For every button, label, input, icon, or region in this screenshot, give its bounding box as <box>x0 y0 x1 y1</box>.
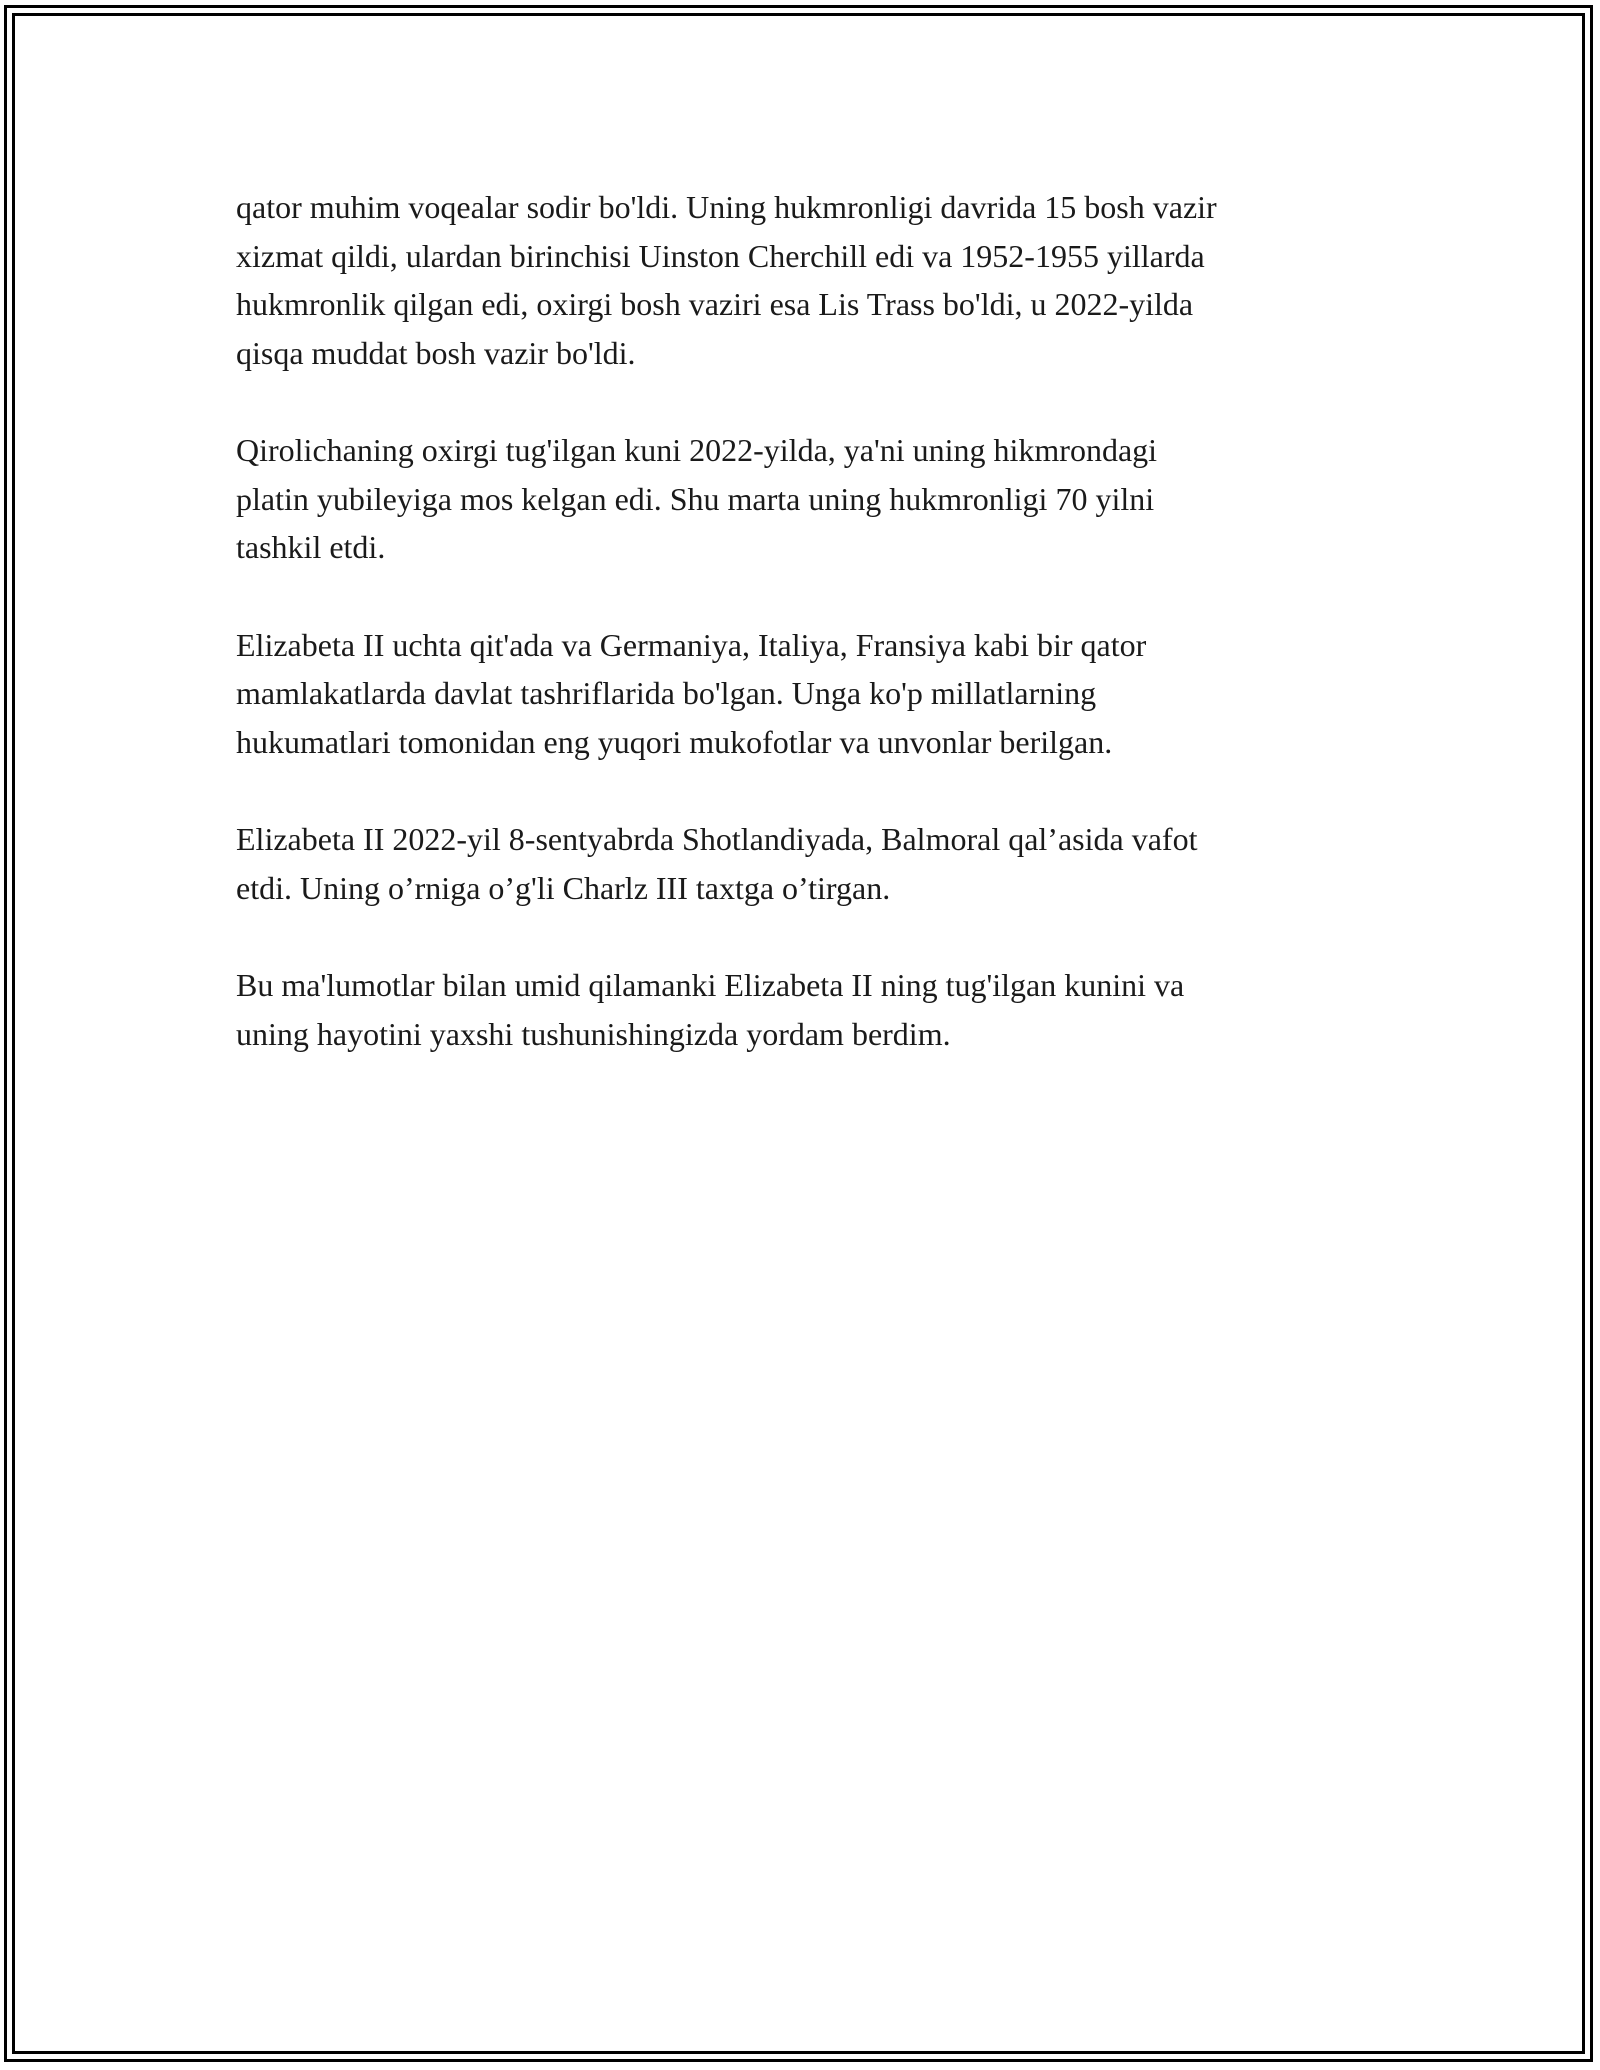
paragraph-prime-ministers: qator muhim voqealar sodir bo'ldi. Uning hukmronligi davrida 15 bosh vazir xizmat qildi, ulardan birinchisi Uinston Cherchill edi va 1952-1955 yillarda hukmronlik qilgan edi, oxirgi bosh vaziri esa Lis Trass bo'ldi, u 2022-yilda qisqa muddat bosh vazir bo'ldi. <box>236 189 1217 371</box>
paragraph-state-visits: Elizabeta II uchta qit'ada va Germaniya, Italiya, Fransiya kabi bir qator mamlakatlarda davlat tashriflarida bo'lgan. Unga ko'p millatlarning hukumatlari tomonidan eng yuqori mukofotlar va unvonlar berilgan. <box>236 626 1147 760</box>
document-body <box>236 183 1396 1107</box>
paragraph-death: Elizabeta II 2022-yil 8-sentyabrda Shotlandiyada, Balmoral qal’asida vafot etdi. Uning o’rniga o’g'li Charlz III taxtga o’tirgan. <box>236 821 1198 906</box>
paragraph-last-birthday: Qirolichaning oxirgi tug'ilgan kuni 2022-yilda, ya'ni uning hikmrondagi platin yubileyiga mos kelgan edi. Shu marta uning hukmronligi 70 yilni tashkil etdi. <box>236 432 1158 565</box>
paragraph-closing: Bu ma'lumotlar bilan umid qilamanki Elizabeta II ning tug'ilgan kunini va uning hayotini yaxshi tushunishingizda yordam berdim. <box>236 967 1185 1052</box>
